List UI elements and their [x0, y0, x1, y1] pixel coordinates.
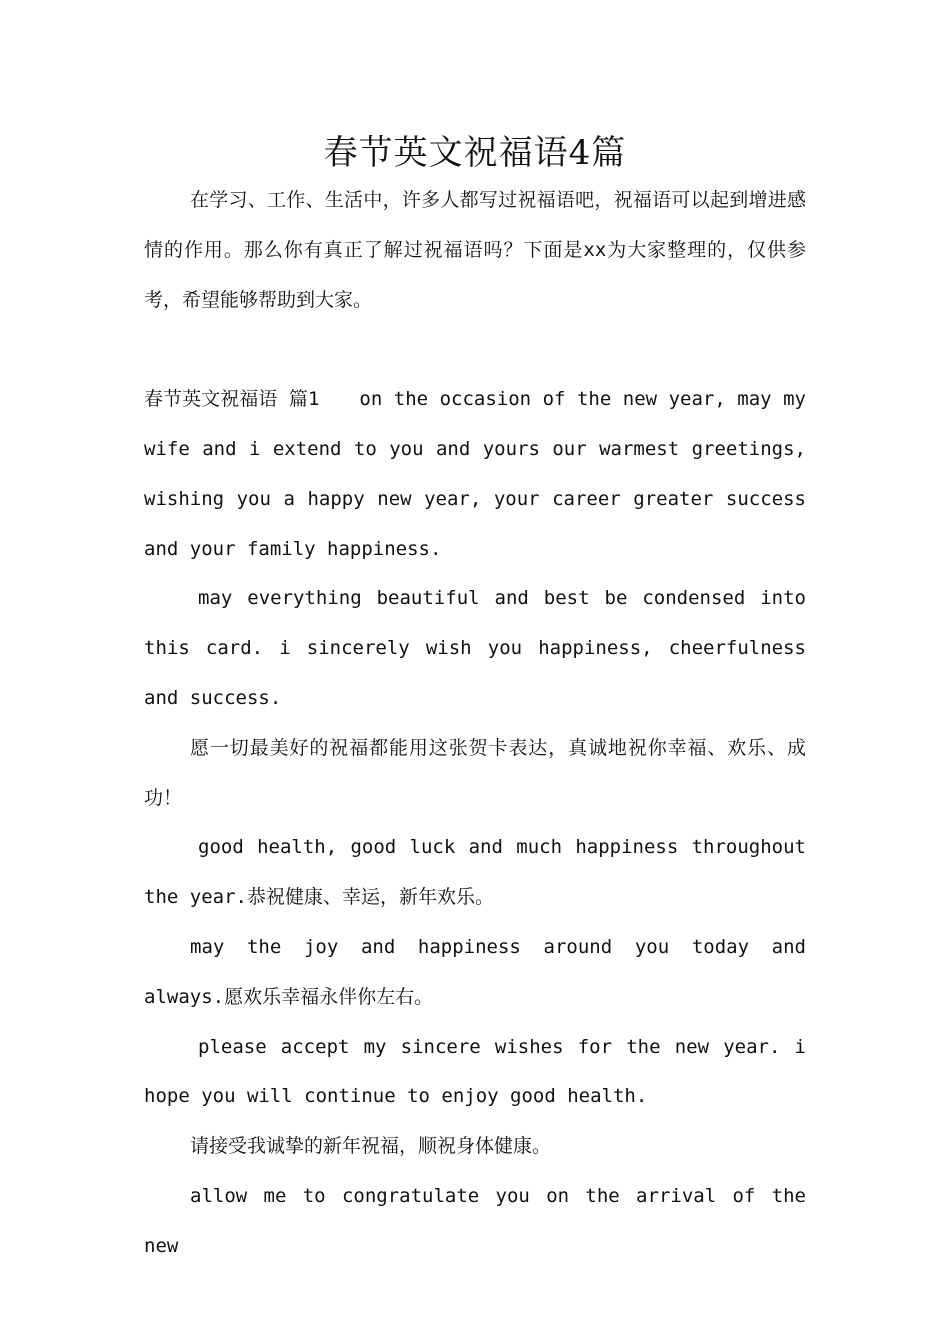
paragraph-5: may the joy and happiness around you today and always.愿欢乐幸福永伴你左右。	[144, 935, 806, 1008]
paragraph-4: good health, good luck and much happiness throughout the year.恭祝健康、幸运，新年欢乐。	[144, 836, 806, 909]
document-body	[144, 176, 806, 1272]
section-1-text: on the occasion of the new year, may my wife and i extend to you and yours our warmest greetings, wishing you a happy new year, your career greater success and your family happiness.	[144, 388, 806, 560]
paragraph-8: allow me to congratulate you on the arrival of the new	[144, 1184, 806, 1257]
document-title: 春节英文祝福语4篇	[323, 133, 627, 173]
paragraph-spacer	[144, 325, 806, 375]
paragraph-3: 愿一切最美好的祝福都能用这张贺卡表达，真诚地祝你幸福、欢乐、成功！	[144, 736, 806, 809]
section-1-heading: 春节英文祝福语 篇1	[144, 388, 320, 411]
paragraph-2: may everything beautiful and best be condensed into this card. i sincerely wish you happiness, cheerfulness and success.	[144, 587, 806, 709]
paragraph-6: please accept my sincere wishes for the new year. i hope you will continue to enjoy good health.	[144, 1035, 806, 1108]
intro-paragraph: 在学习、工作、生活中，许多人都写过祝福语吧，祝福语可以起到增进感情的作用。那么你有真正了解过祝福语吗？下面是xx为大家整理的，仅供参考，希望能够帮助到大家。	[144, 189, 806, 311]
paragraph-7: 请接受我诚挚的新年祝福，顺祝身体健康。	[190, 1135, 552, 1158]
section-1-paragraph	[144, 375, 806, 574]
